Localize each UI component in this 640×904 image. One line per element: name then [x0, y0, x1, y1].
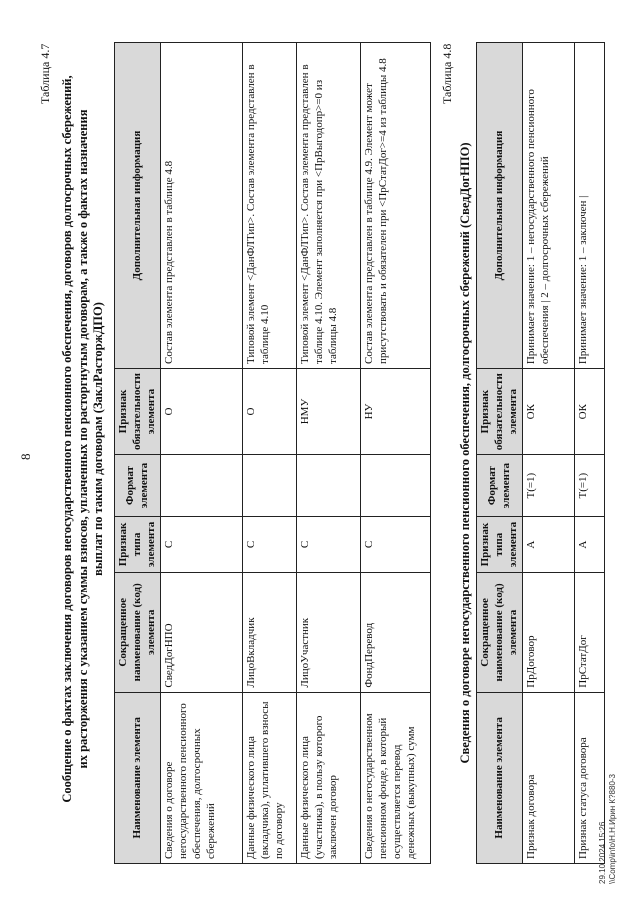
table-cell: Признак статуса договора [575, 692, 605, 863]
table-cell: Данные физического лица (вкладчика), уплатившего взносы по договору [243, 692, 297, 863]
table-row [297, 43, 361, 864]
table-4-8-title: Сведения о договоре негосударственного пенсионного обеспечения, долгосрочных сбережений (СведДогНПО) [458, 142, 472, 764]
title-line-2: их расторжения с указанием суммы взносов, уплаченных по расторгнутым договорам, а также о фактах назначения [75, 109, 90, 769]
col-header: Дополнительная информация [477, 43, 523, 369]
table-cell: НМУ [297, 369, 361, 455]
table-cell: ОК [523, 369, 575, 455]
table-4-7-label: Таблица 4.7 [38, 43, 52, 104]
col-header: Наименование элемента [477, 692, 523, 863]
table-4-7 [114, 42, 431, 864]
table-cell: T(=1) [523, 455, 575, 517]
col-header: Сокращенное наименование (код) элемента [115, 572, 161, 692]
table-cell: Типовой элемент <ДанФЛТип>. Состав элемента представлен в таблице 4.10 [243, 43, 297, 369]
table-cell: ОК [575, 369, 605, 455]
table-header-row [115, 43, 161, 864]
table-cell: T(=1) [575, 455, 605, 517]
col-header: Сокращенное наименование (код) элемента [477, 573, 523, 693]
table-cell: С [243, 516, 297, 572]
table-cell: ЛицоУчастник [297, 572, 361, 692]
table-cell: Признак договора [523, 692, 575, 863]
table-header-row [477, 43, 523, 864]
table-cell: ПрДоговор [523, 573, 575, 693]
table-cell: ЛицоВкладчик [243, 572, 297, 692]
table-cell [361, 455, 431, 517]
table-row [523, 43, 575, 864]
table-cell: Состав элемента представлен в таблице 4.8 [161, 43, 243, 369]
table-row [361, 43, 431, 864]
col-header: Признак обязательности элемента [115, 369, 161, 455]
page-number: 8 [18, 453, 33, 460]
footer-stamp [598, 774, 617, 884]
col-header: Признак типа элемента [477, 517, 523, 573]
table-cell: Состав элемента представлен в таблице 4.9. Элемент может присутствовать и обязателен при <ПрСтатДог>=4 из таблицы 4.8 [361, 43, 431, 369]
table-4-8-label: Таблица 4.8 [440, 43, 454, 104]
table-cell [161, 455, 243, 517]
title-line-1: Сообщение о фактах заключения договоров негосударственного пенсионного обеспечения, договоров долгосрочных сбережений, [60, 75, 74, 803]
table-cell: Типовой элемент <ДанФЛТип>. Состав элемента представлен в таблице 4.10. Элемент заполняется при <ПрВыгодопр>=0 из таблицы 4.8 [297, 43, 361, 369]
table-cell: Сведения о негосударственном пенсионном фонде, в который осуществляется перевод денежных (выкупных) сумм [361, 692, 431, 863]
table-cell: Принимает значение: 1 – заключен | [575, 43, 605, 369]
table-cell: О [161, 369, 243, 455]
table-4-8 [476, 42, 605, 864]
table-cell: С [297, 516, 361, 572]
col-header: Формат элемента [477, 455, 523, 517]
col-header: Признак типа элемента [115, 516, 161, 572]
title-line-3: выплат по таким договорам (ЗаклРасторжДПО) [91, 302, 106, 576]
table-cell: Принимает значение: 1 – негосударственного пенсионного обеспечения | 2 – долгосрочных сбережений [523, 43, 575, 369]
table-row [575, 43, 605, 864]
table-cell: Сведения о договоре негосударственного пенсионного обеспечения, долгосрочных сбережений [161, 692, 243, 863]
table-cell: НУ [361, 369, 431, 455]
table-cell [243, 455, 297, 517]
col-header: Дополнительная информация [115, 43, 161, 369]
table-cell: ПрСтатДог [575, 573, 605, 693]
table-cell: О [243, 369, 297, 455]
footer-line-2: \\Comp\info\Н.Н.Ирин К?880-3 [607, 773, 617, 884]
table-cell: Данные физического лица (участника), в пользу которого заключен договор [297, 692, 361, 863]
table-cell: СведДогНПО [161, 572, 243, 692]
col-header: Формат элемента [115, 455, 161, 517]
col-header: Наименование элемента [115, 692, 161, 863]
table-cell [297, 455, 361, 517]
table-row [161, 43, 243, 864]
table-cell: А [523, 517, 575, 573]
table-4-7-title [60, 44, 107, 834]
table-cell: А [575, 517, 605, 573]
table-row [243, 43, 297, 864]
table-cell: С [361, 516, 431, 572]
col-header: Признак обязательности элемента [477, 369, 523, 455]
table-cell: ФондПеревод [361, 572, 431, 692]
footer-line-1: 29.10.2024 15:26 [598, 821, 607, 884]
table-cell: С [161, 516, 243, 572]
